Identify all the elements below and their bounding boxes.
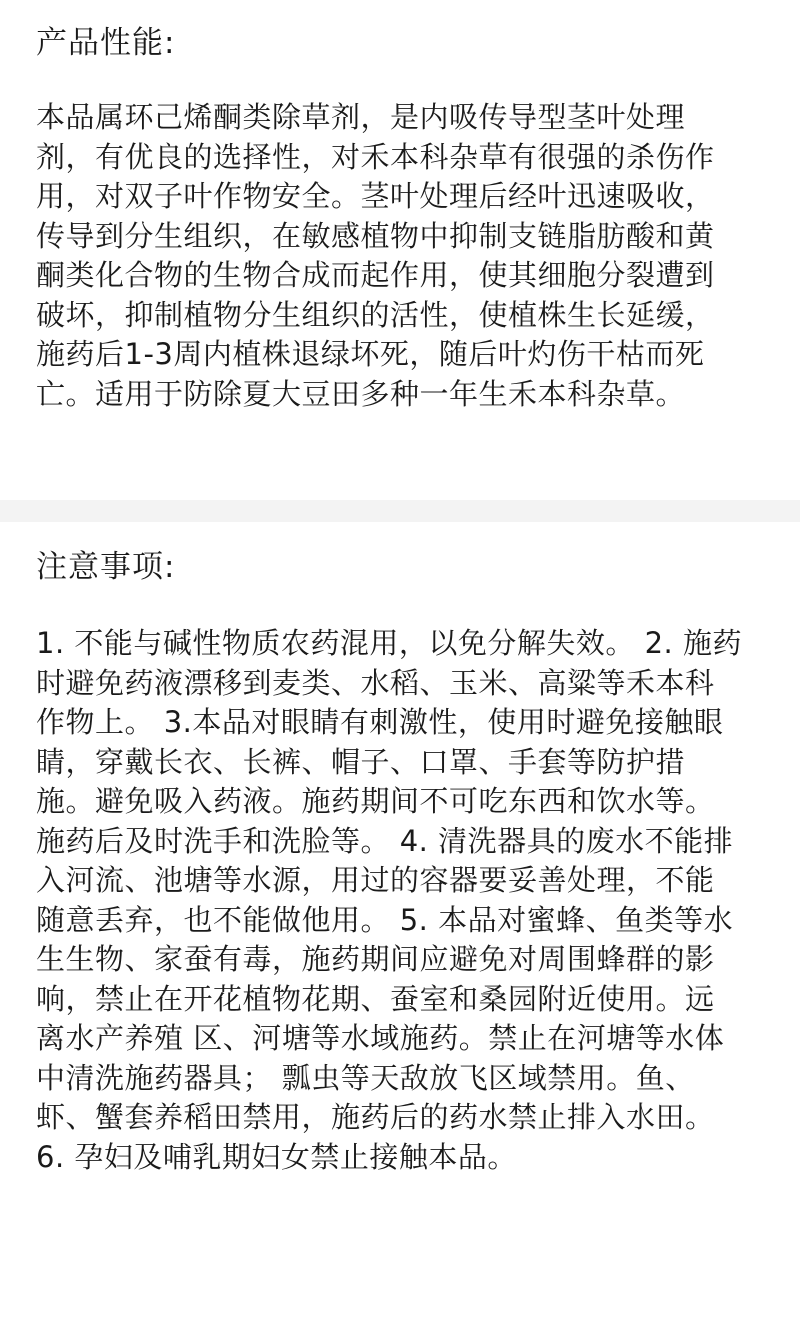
precautions-line: 响，禁止在开花植物花期、蚕室和桑园附近使用。远 bbox=[36, 981, 715, 1016]
precautions-section bbox=[0, 522, 800, 1330]
precautions-line: 入河流、池塘等水源，用过的容器要妥善处理，不能 bbox=[36, 863, 715, 897]
precautions-heading: 注意事项: bbox=[36, 549, 176, 585]
precautions-line: 6. 孕妇及哺乳期妇女禁止接触本品。 bbox=[36, 1139, 517, 1174]
precautions-line: 中清洗施药器具； 瓢虫等天敌放飞区域禁用。鱼、 bbox=[36, 1060, 695, 1095]
precautions-line: 作物上。 3.本品对眼睛有刺激性，使用时避免接触眼 bbox=[36, 705, 724, 739]
precautions-paragraph bbox=[36, 624, 764, 1177]
performance-heading: 产品性能: bbox=[36, 25, 176, 61]
performance-line: 破坏，抑制植物分生组织的活性，使植株生长延缓， bbox=[36, 297, 715, 332]
performance-line: 施药后1-3周内植株退绿坏死，随后叶灼伤干枯而死 bbox=[36, 337, 705, 371]
precautions-line: 1. 不能与碱性物质农药混用，以免分解失效。 2. 施药 bbox=[36, 626, 742, 660]
precautions-line: 施药后及时洗手和洗脸等。 4. 清洗器具的废水不能排 bbox=[36, 823, 734, 858]
performance-section bbox=[0, 0, 800, 500]
performance-paragraph bbox=[36, 98, 764, 414]
precautions-line: 随意丢弃，也不能做他用。 5. 本品对蜜蜂、鱼类等水 bbox=[36, 902, 734, 937]
performance-line: 亡。适用于防除夏大豆田多种一年生禾本科杂草。 bbox=[36, 376, 686, 411]
section-divider bbox=[0, 500, 800, 522]
performance-line: 剂，有优良的选择性，对禾本科杂草有很强的杀伤作 bbox=[36, 139, 715, 174]
performance-line: 传导到分生组织，在敏感植物中抑制支链脂肪酸和黄 bbox=[36, 218, 715, 253]
precautions-line: 施。避免吸入药液。施药期间不可吃东西和饮水等。 bbox=[36, 784, 715, 818]
performance-line: 酮类化合物的生物合成而起作用，使其细胞分裂遭到 bbox=[36, 258, 715, 292]
precautions-line: 虾、蟹套养稻田禁用，施药后的药水禁止排入水田。 bbox=[36, 1100, 715, 1134]
precautions-line: 时避免药液漂移到麦类、水稻、玉米、高粱等禾本科 bbox=[36, 665, 715, 700]
precautions-line: 生生物、家蚕有毒，施药期间应避免对周围蜂群的影 bbox=[36, 942, 715, 976]
performance-line: 用，对双子叶作物安全。茎叶处理后经叶迅速吸收， bbox=[36, 179, 715, 213]
precautions-line: 离水产养殖 区、河塘等水域施药。禁止在河塘等水体 bbox=[36, 1021, 725, 1055]
precautions-line: 睛，穿戴长衣、长裤、帽子、口罩、手套等防护措 bbox=[36, 744, 686, 779]
performance-line: 本品属环己烯酮类除草剂，是内吸传导型茎叶处理 bbox=[36, 100, 686, 134]
